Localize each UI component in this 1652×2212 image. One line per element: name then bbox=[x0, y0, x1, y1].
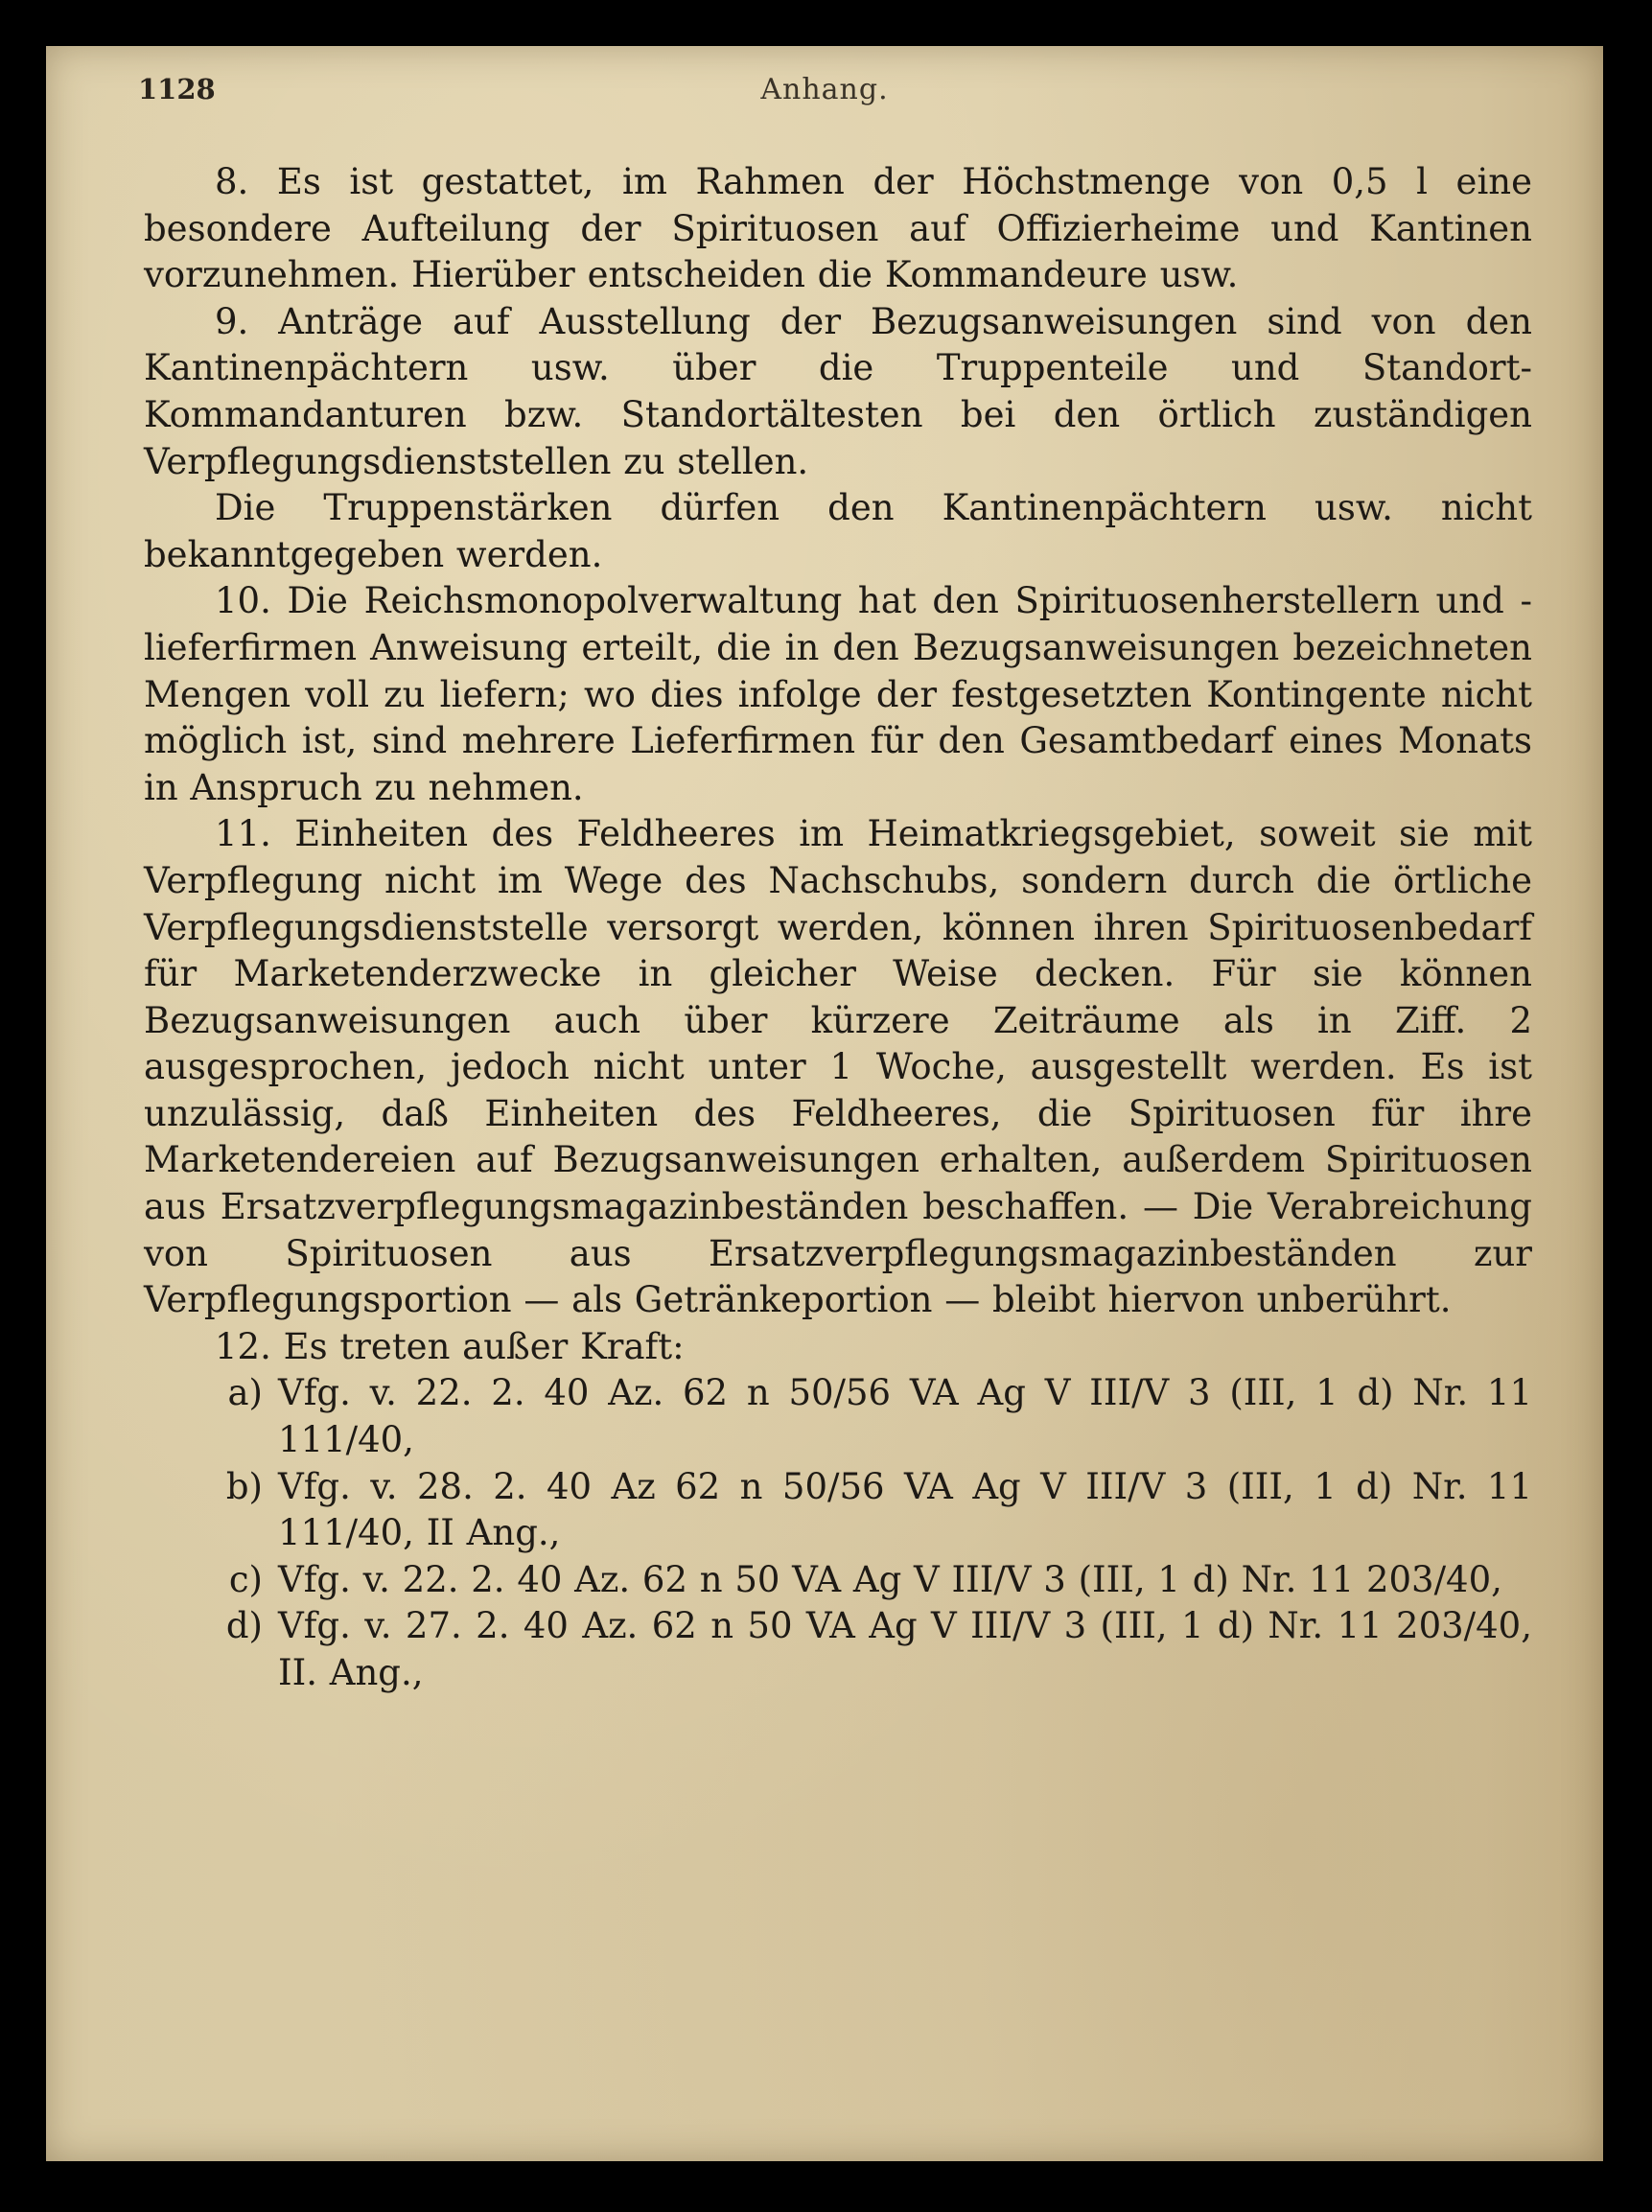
paragraph-10: 10. Die Reichsmonopolverwaltung hat den Spirituosenherstellern und -lieferfirmen Anweisung erteilt, die in den Bezugsanweisungen bezeichneten Mengen voll zu liefern; wo dies infolge der festgesetzten Kontingente nicht möglich ist, sind mehrere Lieferfirmen für den Gesamtbedarf eines Monats in Anspruch zu nehmen. bbox=[144, 580, 1532, 808]
book-page bbox=[46, 46, 1603, 2161]
list-item-label: a) bbox=[227, 1372, 263, 1414]
paragraph-12: 12. Es treten außer Kraft: bbox=[215, 1325, 685, 1367]
paragraph-9-continued: Die Truppenstärken dürfen den Kantinenpächtern usw. nicht bekanntgegeben werden. bbox=[144, 487, 1532, 575]
list-item bbox=[144, 1603, 1532, 1696]
page-number: 1128 bbox=[138, 73, 216, 105]
paragraph-8: 8. Es ist gestattet, im Rahmen der Höchstmenge von 0,5 l eine besondere Aufteilung der Spirituosen auf Offizierheime und Kantinen vorzunehmen. Hierüber entscheiden die Kommandeure usw. bbox=[144, 161, 1532, 296]
list-item-text: Vfg. v. 27. 2. 40 Az. 62 n 50 VA Ag V III/V 3 (III, 1 d) Nr. 11 203/40, II. Ang., bbox=[278, 1605, 1532, 1693]
paragraph-9: 9. Anträge auf Ausstellung der Bezugsanweisungen sind von den Kantinenpächtern usw. über die Truppenteile und Standort-Kommandanturen bzw. Standortältesten bei den örtlich zuständigen Verpflegungsdienststellen zu stellen. bbox=[144, 300, 1532, 482]
paragraph-11: 11. Einheiten des Feldheeres im Heimatkriegsgebiet, soweit sie mit Verpflegung nicht im Wege des Nachschubs, sondern durch die örtliche Verpflegungsdienststelle versorgt werden, können ihren Spirituosenbedarf für Marketenderzwecke in gleicher Weise decken. Für sie können Bezugsanweisungen auch über kürzere Zeiträume als in Ziff. 2 ausgesprochen, jedoch nicht unter 1 Woche, ausgestellt werden. Es ist unzulässig, daß Einheiten des Feldheeres, die Spirituosen für ihre Marketendereien auf Bezugsanweisungen erhalten, außerdem Spirituosen aus Ersatzverpflegungsmagazinbeständen beschaffen. — Die Verabreichung von Spirituosen aus Ersatzverpflegungsmagazinbeständen zur Verpflegungsportion — als Getränkeportion — bleibt hiervon unberührt. bbox=[144, 813, 1532, 1321]
running-head: Anhang. bbox=[760, 73, 889, 106]
list-item-text: Vfg. v. 28. 2. 40 Az 62 n 50/56 VA Ag V III/V 3 (III, 1 d) Nr. 11 111/40, II Ang., bbox=[278, 1465, 1532, 1554]
list-item-text: Vfg. v. 22. 2. 40 Az. 62 n 50 VA Ag V III/V 3 (III, 1 d) Nr. 11 203/40, bbox=[278, 1558, 1502, 1600]
list-item bbox=[144, 1370, 1532, 1463]
list-item-label: c) bbox=[228, 1558, 263, 1600]
list-item bbox=[144, 1557, 1532, 1604]
list-item-label: b) bbox=[225, 1465, 263, 1507]
list-item-label: d) bbox=[225, 1605, 263, 1647]
list-item bbox=[144, 1464, 1532, 1557]
body-text bbox=[144, 159, 1532, 1697]
list-item-text: Vfg. v. 22. 2. 40 Az. 62 n 50/56 VA Ag V III/V 3 (III, 1 d) Nr. 11 111/40, bbox=[278, 1372, 1532, 1461]
page-header bbox=[46, 73, 1603, 119]
